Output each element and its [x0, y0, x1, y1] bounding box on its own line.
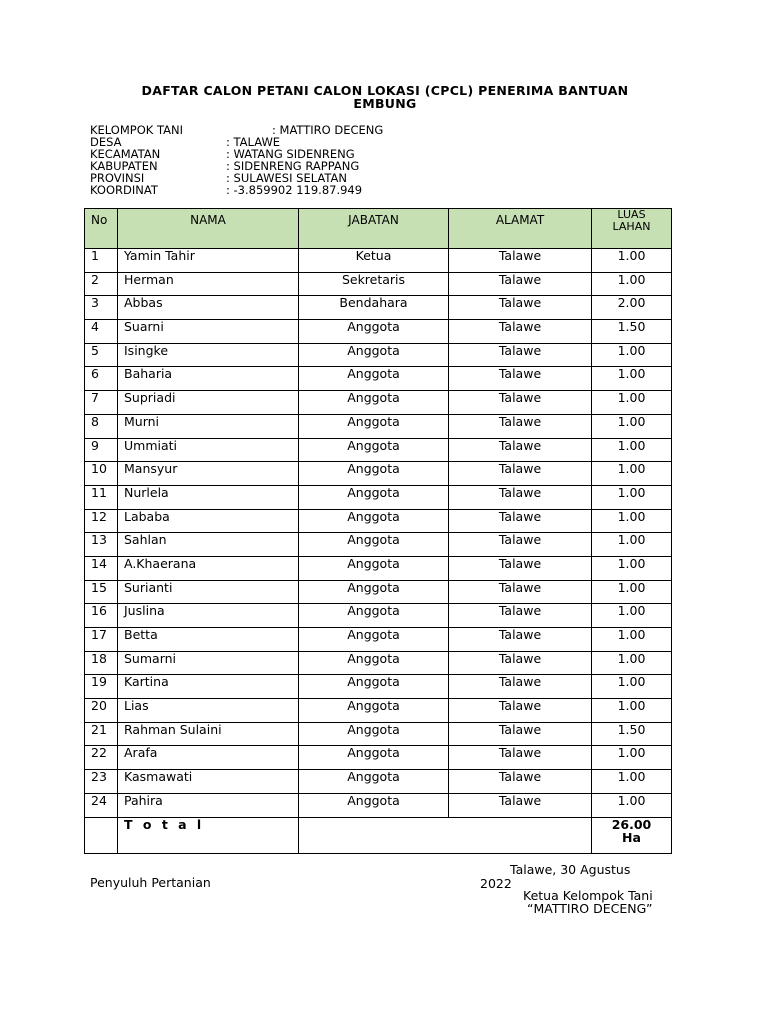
cell-jabatan: Ketua [299, 249, 449, 273]
cell-nama: Juslina [118, 604, 299, 628]
cell-nama: Nurlela [118, 485, 299, 509]
cell-luas: 1.50 [592, 722, 672, 746]
table-row [85, 485, 672, 509]
total-label: T o t a l [118, 817, 299, 853]
cell-luas: 1.00 [592, 651, 672, 675]
cell-nama: Kartina [118, 675, 299, 699]
cell-alamat: Talawe [449, 770, 592, 794]
cell-no: 15 [85, 580, 118, 604]
cell-nama: Kasmawati [118, 770, 299, 794]
table-row [85, 746, 672, 770]
cell-no: 21 [85, 722, 118, 746]
cell-nama: Sumarni [118, 651, 299, 675]
cell-nama: A.Khaerana [118, 556, 299, 580]
cell-nama: Herman [118, 272, 299, 296]
cell-nama: Pahira [118, 793, 299, 817]
cell-alamat: Talawe [449, 296, 592, 320]
cell-no: 9 [85, 438, 118, 462]
table-row [85, 367, 672, 391]
table-row [85, 556, 672, 580]
cell-alamat: Talawe [449, 391, 592, 415]
table-row [85, 320, 672, 344]
cell-no: 16 [85, 604, 118, 628]
cpcl-table [84, 208, 672, 854]
cell-no: 10 [85, 462, 118, 486]
cell-nama: Murni [118, 414, 299, 438]
info-label: KOORDINAT [90, 183, 158, 197]
cell-jabatan: Anggota [299, 770, 449, 794]
cell-no: 22 [85, 746, 118, 770]
cell-alamat: Talawe [449, 320, 592, 344]
cell-jabatan: Anggota [299, 533, 449, 557]
cell-jabatan: Anggota [299, 604, 449, 628]
cell-alamat: Talawe [449, 699, 592, 723]
cell-no: 6 [85, 367, 118, 391]
table-row [85, 509, 672, 533]
info-label: KELOMPOK TANI [90, 123, 183, 137]
cell-alamat: Talawe [449, 485, 592, 509]
cell-jabatan: Anggota [299, 722, 449, 746]
table-row [85, 272, 672, 296]
cell-no: 13 [85, 533, 118, 557]
table-row [85, 343, 672, 367]
cell-nama: Mansyur [118, 462, 299, 486]
cell-alamat: Talawe [449, 462, 592, 486]
cell-no: 14 [85, 556, 118, 580]
cell-jabatan: Sekretaris [299, 272, 449, 296]
cell-luas: 1.00 [592, 462, 672, 486]
cell-jabatan: Anggota [299, 320, 449, 344]
cell-jabatan: Anggota [299, 556, 449, 580]
cell-alamat: Talawe [449, 675, 592, 699]
cell-no: 19 [85, 675, 118, 699]
cell-nama: Ummiati [118, 438, 299, 462]
table-row [85, 699, 672, 723]
cell-luas: 1.00 [592, 343, 672, 367]
table-row [85, 533, 672, 557]
table-row [85, 462, 672, 486]
cell-alamat: Talawe [449, 793, 592, 817]
cell-no: 12 [85, 509, 118, 533]
cell-alamat: Talawe [449, 722, 592, 746]
table-row [85, 296, 672, 320]
cell-nama: Suarni [118, 320, 299, 344]
cell-alamat: Talawe [449, 746, 592, 770]
info-value: : TALAWE [226, 135, 281, 149]
cell-luas: 2.00 [592, 296, 672, 320]
cell-jabatan: Anggota [299, 628, 449, 652]
table-row [85, 580, 672, 604]
cell-alamat: Talawe [449, 580, 592, 604]
cell-no: 5 [85, 343, 118, 367]
cell-luas: 1.50 [592, 320, 672, 344]
cell-alamat: Talawe [449, 604, 592, 628]
cell-jabatan: Anggota [299, 391, 449, 415]
table-header-row [85, 209, 672, 249]
cell-no: 2 [85, 272, 118, 296]
cell-no: 7 [85, 391, 118, 415]
total-value-line2: Ha [622, 829, 641, 845]
cell-jabatan: Anggota [299, 746, 449, 770]
cell-luas: 1.00 [592, 793, 672, 817]
cell-alamat: Talawe [449, 414, 592, 438]
cell-alamat: Talawe [449, 651, 592, 675]
table-row [85, 249, 672, 273]
cell-alamat: Talawe [449, 556, 592, 580]
header-luas-lahan [592, 209, 672, 249]
cell-alamat: Talawe [449, 367, 592, 391]
cell-nama: Supriadi [118, 391, 299, 415]
info-value: : SULAWESI SELATAN [226, 171, 347, 185]
total-empty-cell [299, 817, 449, 853]
cell-luas: 1.00 [592, 770, 672, 794]
table-row [85, 651, 672, 675]
cell-jabatan: Anggota [299, 485, 449, 509]
document-title [110, 84, 660, 110]
cell-luas: 1.00 [592, 249, 672, 273]
cell-luas: 1.00 [592, 533, 672, 557]
table-row [85, 604, 672, 628]
cell-nama: Isingke [118, 343, 299, 367]
info-value: : MATTIRO DECENG [272, 123, 384, 137]
total-row [85, 817, 672, 853]
total-value [592, 817, 672, 853]
table-row [85, 391, 672, 415]
cell-jabatan: Anggota [299, 438, 449, 462]
info-value: : WATANG SIDENRENG [226, 147, 355, 161]
cell-no: 24 [85, 793, 118, 817]
right-signer-line2: “MATTIRO DECENG” [527, 901, 653, 916]
cell-luas: 1.00 [592, 556, 672, 580]
info-value: : -3.859902 119.87.949 [226, 183, 363, 197]
cell-alamat: Talawe [449, 438, 592, 462]
info-value: : SIDENRENG RAPPANG [226, 159, 360, 173]
table-row [85, 770, 672, 794]
cell-luas: 1.00 [592, 485, 672, 509]
cell-jabatan: Bendahara [299, 296, 449, 320]
table-row [85, 438, 672, 462]
place-date-line2: 2022 [480, 876, 512, 891]
title-line-2: EMBUNG [353, 96, 417, 111]
cell-luas: 1.00 [592, 272, 672, 296]
info-label: PROVINSI [90, 171, 145, 185]
info-label: KABUPATEN [90, 159, 158, 173]
cell-luas: 1.00 [592, 580, 672, 604]
cell-luas: 1.00 [592, 509, 672, 533]
cell-no: 8 [85, 414, 118, 438]
header-luas-line1: LUAS [617, 208, 646, 221]
cell-nama: Betta [118, 628, 299, 652]
left-signer: Penyuluh Pertanian [90, 875, 211, 890]
cell-no: 11 [85, 485, 118, 509]
cell-nama: Surianti [118, 580, 299, 604]
header-alamat: ALAMAT [449, 209, 592, 249]
cell-nama: Abbas [118, 296, 299, 320]
table-row [85, 675, 672, 699]
cell-luas: 1.00 [592, 414, 672, 438]
cell-luas: 1.00 [592, 699, 672, 723]
header-nama: NAMA [118, 209, 299, 249]
cell-luas: 1.00 [592, 675, 672, 699]
cell-alamat: Talawe [449, 343, 592, 367]
table-row [85, 414, 672, 438]
cell-nama: Yamin Tahir [118, 249, 299, 273]
cell-luas: 1.00 [592, 628, 672, 652]
cell-alamat: Talawe [449, 272, 592, 296]
cell-jabatan: Anggota [299, 793, 449, 817]
cell-alamat: Talawe [449, 249, 592, 273]
info-label: KECAMATAN [90, 147, 161, 161]
cell-no: 18 [85, 651, 118, 675]
cell-no: 23 [85, 770, 118, 794]
total-empty-cell [449, 817, 592, 853]
table-row [85, 793, 672, 817]
cell-no: 1 [85, 249, 118, 273]
cell-nama: Lababa [118, 509, 299, 533]
cell-alamat: Talawe [449, 628, 592, 652]
cell-luas: 1.00 [592, 391, 672, 415]
table-row [85, 628, 672, 652]
cell-jabatan: Anggota [299, 509, 449, 533]
cell-luas: 1.00 [592, 604, 672, 628]
cell-no: 20 [85, 699, 118, 723]
cell-no: 3 [85, 296, 118, 320]
cell-nama: Arafa [118, 746, 299, 770]
place-date-line1: Talawe, 30 Agustus [510, 862, 631, 877]
cell-jabatan: Anggota [299, 651, 449, 675]
total-empty-cell [85, 817, 118, 853]
cell-jabatan: Anggota [299, 367, 449, 391]
cell-jabatan: Anggota [299, 343, 449, 367]
cell-no: 17 [85, 628, 118, 652]
cell-nama: Sahlan [118, 533, 299, 557]
cell-jabatan: Anggota [299, 580, 449, 604]
cell-no: 4 [85, 320, 118, 344]
cell-luas: 1.00 [592, 438, 672, 462]
cell-alamat: Talawe [449, 533, 592, 557]
cell-luas: 1.00 [592, 367, 672, 391]
cell-jabatan: Anggota [299, 699, 449, 723]
cell-nama: Baharia [118, 367, 299, 391]
right-signer-line1: Ketua Kelompok Tani [523, 888, 653, 903]
cell-alamat: Talawe [449, 509, 592, 533]
cell-jabatan: Anggota [299, 462, 449, 486]
total-value-line1: 26.00 [611, 816, 652, 832]
cell-luas: 1.00 [592, 746, 672, 770]
info-label: DESA [90, 135, 122, 149]
cell-nama: Lias [118, 699, 299, 723]
header-no: No [85, 209, 118, 249]
cell-jabatan: Anggota [299, 675, 449, 699]
header-luas-line2: LAHAN [612, 220, 651, 233]
table-row [85, 722, 672, 746]
cell-nama: Rahman Sulaini [118, 722, 299, 746]
header-jabatan: JABATAN [299, 209, 449, 249]
title-line-1: DAFTAR CALON PETANI CALON LOKASI (CPCL) PENERIMA BANTUAN [141, 83, 629, 98]
cell-jabatan: Anggota [299, 414, 449, 438]
